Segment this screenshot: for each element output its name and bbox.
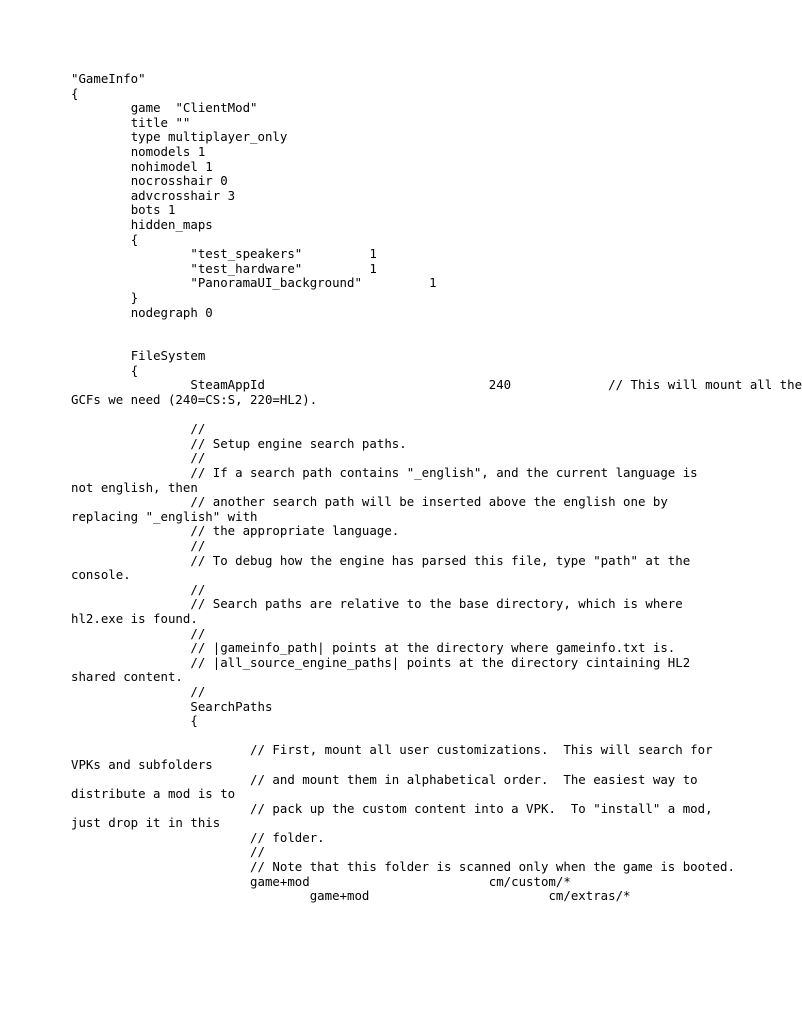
text-line: // bbox=[71, 625, 206, 641]
text-line: // |gameinfo_path| points at the directory where gameinfo.txt is. bbox=[71, 640, 676, 656]
text-line: shared content. bbox=[71, 669, 183, 685]
text-line: advcrosshair 3 bbox=[71, 187, 236, 203]
text-line: GCFs we need (240=CS:S, 220=HL2). bbox=[71, 392, 318, 408]
gameinfo-text bbox=[71, 71, 802, 904]
text-line bbox=[71, 408, 721, 423]
text-line: "PanoramaUI_background" 1 bbox=[71, 275, 437, 291]
text-line: // folder. bbox=[71, 829, 325, 845]
text-line: // Note that this folder is scanned only when the game is booted. bbox=[71, 859, 735, 875]
text-line: hidden_maps bbox=[71, 216, 213, 232]
text-line: VPKs and subfolders bbox=[71, 756, 213, 772]
text-line: // bbox=[71, 450, 206, 466]
text-line: // bbox=[71, 683, 206, 699]
text-line: // and mount them in alphabetical order. The easiest way to bbox=[71, 771, 698, 787]
text-line: // bbox=[71, 421, 206, 437]
text-line: just drop it in this bbox=[71, 815, 221, 831]
text-line: replacing "_english" with bbox=[71, 508, 258, 524]
text-line: // bbox=[71, 581, 206, 597]
text-line: { bbox=[71, 713, 198, 729]
text-line: SearchPaths bbox=[71, 698, 273, 714]
text-line: // Search paths are relative to the base directory, which is where bbox=[71, 596, 683, 612]
text-line: // pack up the custom content into a VPK. To "install" a mod, bbox=[71, 800, 713, 816]
text-line: type multiplayer_only bbox=[71, 129, 288, 145]
text-line: "GameInfo" bbox=[71, 71, 146, 86]
text-line: game "ClientMod" bbox=[71, 100, 258, 116]
text-line: // the appropriate language. bbox=[71, 523, 400, 539]
text-line: "test_speakers" 1 bbox=[71, 246, 377, 262]
text-line: // |all_source_engine_paths| points at the directory cintaining HL2 bbox=[71, 654, 691, 670]
text-line: game+mod cm/extras/* bbox=[71, 888, 631, 904]
text-line: hl2.exe is found. bbox=[71, 610, 198, 626]
text-line: { bbox=[71, 231, 139, 247]
text-line: // If a search path contains "_english", and the current language is bbox=[71, 465, 698, 481]
text-line: distribute a mod is to bbox=[71, 786, 236, 802]
text-line: console. bbox=[71, 567, 131, 583]
text-line: game+mod cm/custom/* bbox=[71, 873, 571, 889]
text-line: } bbox=[71, 289, 139, 305]
text-line: // another search path will be inserted above the english one by bbox=[71, 494, 668, 510]
text-line: // bbox=[71, 538, 206, 553]
text-line: title "" bbox=[71, 114, 191, 130]
text-line: // Setup engine search paths. bbox=[71, 435, 407, 451]
text-line: { bbox=[71, 362, 139, 378]
text-line: // To debug how the engine has parsed this file, type "path" at the bbox=[71, 552, 691, 568]
text-line bbox=[71, 320, 721, 335]
text-line: { bbox=[71, 85, 79, 101]
text-line: nodegraph 0 bbox=[71, 304, 213, 320]
text-line: nomodels 1 bbox=[71, 143, 206, 159]
text-line: SteamAppId 240 // This will mount all the bbox=[71, 377, 802, 393]
text-line: not english, then bbox=[71, 479, 198, 495]
text-line: nocrosshair 0 bbox=[71, 173, 228, 189]
text-line: // First, mount all user customizations. This will search for bbox=[71, 742, 713, 758]
text-line: bots 1 bbox=[71, 202, 176, 218]
text-line: FileSystem bbox=[71, 348, 206, 364]
text-line: "test_hardware" 1 bbox=[71, 260, 377, 276]
text-line: // bbox=[71, 844, 265, 860]
text-line bbox=[71, 729, 721, 744]
text-line: nohimodel 1 bbox=[71, 158, 213, 174]
text-line bbox=[71, 335, 721, 350]
